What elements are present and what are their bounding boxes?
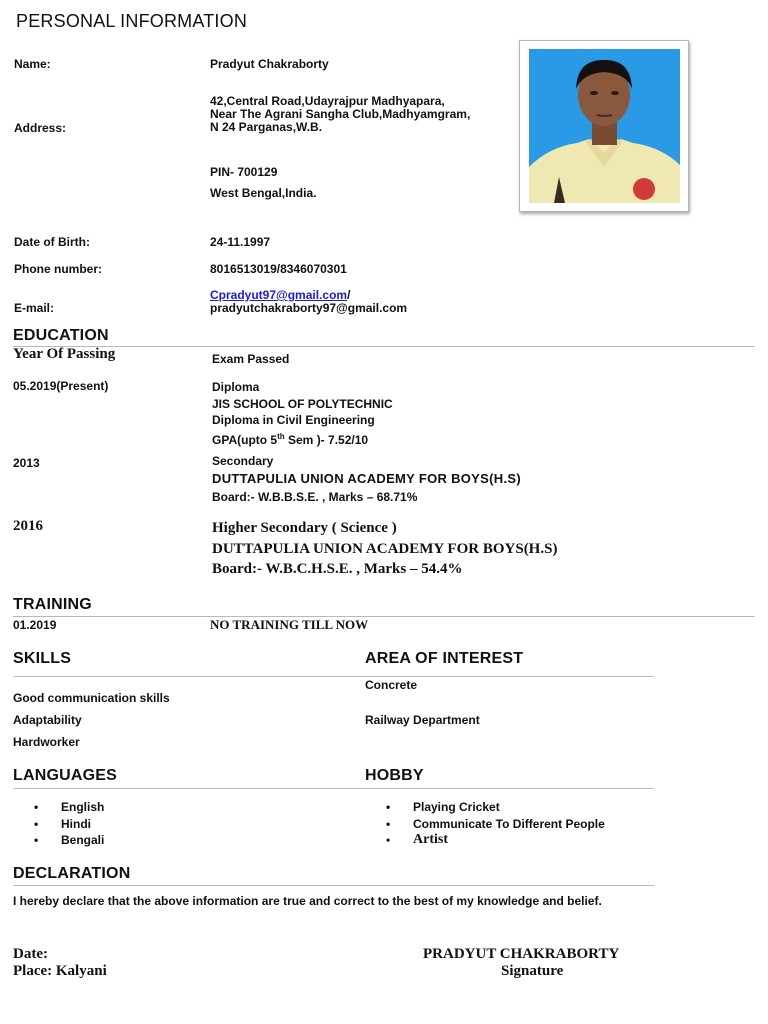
hs-details — [212, 518, 557, 580]
email-separator: / — [347, 288, 351, 302]
hobby-item: • Communicate To Different People — [366, 816, 605, 833]
gpa-superscript: th — [277, 431, 285, 441]
email-label: E-mail: — [14, 301, 55, 315]
email-link[interactable]: Cpradyut97@gmail.com — [210, 288, 348, 302]
hobby-item: • Playing Cricket — [366, 799, 605, 816]
hobby-list — [366, 799, 605, 849]
skills-divider — [13, 676, 654, 677]
gpa-suffix: Sem )- 7.52/10 — [284, 432, 369, 447]
email-secondary: pradyutchakraborty97@gmail.com — [210, 301, 408, 315]
interest-item: Concrete — [365, 678, 418, 692]
language-item: • Hindi — [14, 816, 104, 833]
training-text: NO TRAINING TILL NOW — [210, 617, 369, 632]
language-item: • English — [14, 799, 104, 816]
place-label: Place: Kalyani — [13, 963, 107, 979]
skill-item: Hardworker — [13, 735, 80, 749]
signature-label: Signature — [501, 963, 564, 979]
email-line — [210, 288, 350, 302]
skill-item: Good communication skills — [13, 691, 170, 705]
diploma-year: 05.2019(Present) — [13, 379, 109, 393]
pin-value: PIN- 700129 — [210, 165, 278, 179]
training-divider — [13, 616, 755, 617]
hs-board: Board:- W.B.C.H.S.E. , Marks – 54.4% — [212, 561, 463, 577]
secondary-board: Board:- W.B.B.S.E. , Marks – 68.71% — [212, 490, 418, 504]
skills-heading: SKILLS — [13, 650, 72, 667]
name-value: Pradyut Chakraborty — [210, 57, 329, 71]
gpa-prefix: GPA(upto 5 — [212, 432, 278, 447]
languages-divider — [13, 788, 654, 789]
languages-list — [14, 799, 104, 849]
personal-heading: PERSONAL INFORMATION — [16, 11, 248, 31]
address-label: Address: — [14, 121, 67, 135]
language-item: • Bengali — [14, 832, 104, 849]
training-date: 01.2019 — [13, 618, 57, 632]
state-country-value: West Bengal,India. — [210, 186, 317, 200]
date-label: Date: — [13, 946, 48, 962]
address-line: 42,Central Road,Udayrajpur Madhyapara, — [210, 94, 445, 108]
hobby-heading: HOBBY — [365, 767, 424, 784]
declaration-divider — [13, 885, 654, 886]
declaration-text: I hereby declare that the above information are true and correct to the best of my knowledge and belief. — [13, 894, 602, 908]
secondary-exam: Secondary — [212, 454, 274, 468]
signature-name: PRADYUT CHAKRABORTY — [423, 946, 620, 962]
education-heading: EDUCATION — [13, 327, 109, 344]
secondary-school: DUTTAPULIA UNION ACADEMY FOR BOYS(H.S) — [212, 471, 521, 486]
training-heading: TRAINING — [13, 596, 92, 613]
declaration-heading: DECLARATION — [13, 865, 131, 882]
phone-value: 8016513019/8346070301 — [210, 262, 347, 276]
year-of-passing-header: Year Of Passing — [13, 346, 116, 362]
diploma-details — [212, 379, 393, 448]
diploma-school: JIS SCHOOL OF POLYTECHNIC — [212, 396, 393, 411]
profile-photo-frame — [519, 40, 689, 212]
secondary-year: 2013 — [13, 456, 40, 470]
interest-item: Railway Department — [365, 713, 480, 727]
interest-heading: AREA OF INTEREST — [365, 650, 524, 667]
profile-photo — [529, 49, 680, 203]
languages-heading: LANGUAGES — [13, 767, 118, 784]
diploma-gpa — [212, 429, 393, 449]
hs-school: DUTTAPULIA UNION ACADEMY FOR BOYS(H.S) — [212, 540, 558, 557]
address-line: N 24 Parganas,W.B. — [210, 120, 323, 134]
education-divider — [13, 346, 755, 347]
hs-year: 2016 — [13, 518, 43, 534]
skill-item: Adaptability — [13, 713, 82, 727]
address-line: Near The Agrani Sangha Club,Madhyamgram, — [210, 107, 471, 121]
person-photo-icon — [529, 49, 680, 203]
phone-label: Phone number: — [14, 262, 103, 276]
diploma-course: Diploma in Civil Engineering — [212, 413, 375, 427]
hobby-item: • Artist — [366, 832, 605, 849]
hs-exam: Higher Secondary ( Science ) — [212, 520, 397, 536]
diploma-exam: Diploma — [212, 380, 260, 394]
dob-value: 24-11.1997 — [210, 235, 271, 249]
address-value — [210, 95, 470, 134]
dob-label: Date of Birth: — [14, 235, 90, 249]
name-label: Name: — [14, 57, 51, 71]
exam-passed-header: Exam Passed — [212, 352, 290, 366]
